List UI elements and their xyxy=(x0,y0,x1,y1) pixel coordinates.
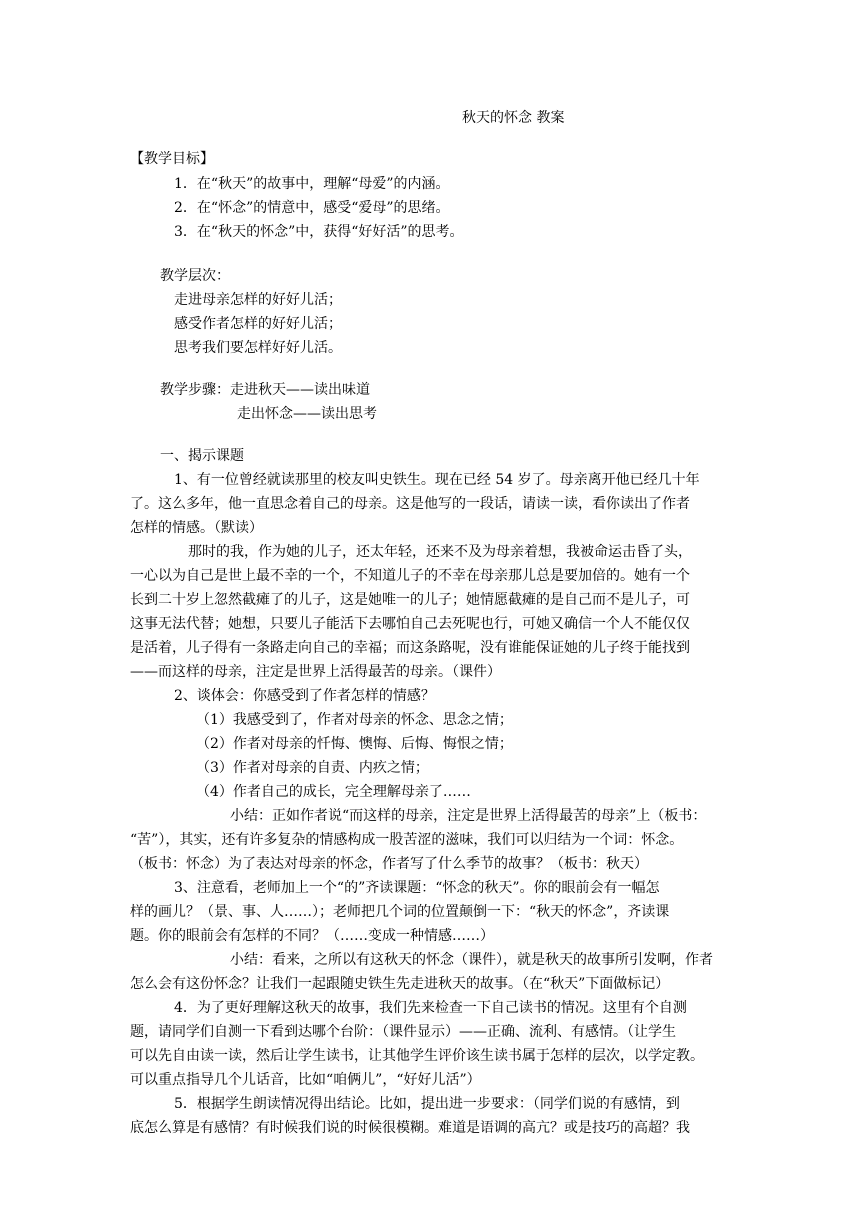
paragraph-line: 题。你的眼前会有怎样的不同？（……变成一种情感……） xyxy=(130,928,494,944)
list-item: （2）作者对母亲的忏悔、懊悔、后悔、悔恨之情； xyxy=(196,736,513,752)
paragraph-line: 2、谈体会：你感受到了作者怎样的情感？ xyxy=(174,688,435,704)
document-title: 秋天的怀念 教案 xyxy=(462,110,565,126)
quote-line: 长到二十岁上忽然截瘫了的儿子，这是她唯一的儿子；她情愿截瘫的是自己而不是儿子，可 xyxy=(130,592,690,608)
paragraph-line: 底怎么算是有感情？有时候我们说的时候很模糊。难道是语调的高亢？或是技巧的高超？我 xyxy=(130,1120,690,1136)
quote-line: 那时的我，作为她的儿子，还太年轻，还来不及为母亲着想，我被命运击昏了头， xyxy=(188,544,692,560)
paragraph-line: 怎样的情感。（默读） xyxy=(130,520,263,536)
level-item: 走进母亲怎样的好好儿活； xyxy=(174,292,342,308)
paragraph-line: 4．为了更好理解这秋天的故事，我们先来检查一下自己读书的情况。这里有个自测 xyxy=(174,1000,687,1016)
section-heading-objectives: 【教学目标】 xyxy=(130,151,214,167)
summary-line: （板书：怀念）为了表达对母亲的怀念，作者写了什么季节的故事？（板书：秋天） xyxy=(130,856,648,872)
paragraph-line: 可以重点指导几个儿话音，比如“咱俩儿”，“好好儿活”） xyxy=(130,1072,481,1088)
summary-line: 怎么会有这份怀念？让我们一起跟随史铁生先走进秋天的故事。（在“秋天”下面做标记） xyxy=(130,976,670,992)
section-heading-steps: 教学步骤：走进秋天——读出味道 xyxy=(160,382,370,398)
paragraph-line: 样的画儿？（景、事、人……）；老师把几个词的位置颠倒一下：“秋天的怀念”，齐读课 xyxy=(130,904,670,920)
level-item: 感受作者怎样的好好儿活； xyxy=(174,316,342,332)
summary-line: 小结：正如作者说“而这样的母亲，注定是世界上活得最苦的母亲”上（板书： xyxy=(230,808,707,824)
level-item: 思考我们要怎样好好儿活。 xyxy=(174,340,342,356)
list-item: （4）作者自己的成长，完全理解母亲了…… xyxy=(196,784,471,800)
paragraph-line: 3、注意看，老师加上一个“的”齐读课题：“怀念的秋天”。你的眼前会有一幅怎 xyxy=(174,880,660,896)
quote-line: 一心以为自己是世上最不幸的一个，不知道儿子的不幸在母亲那儿总是要加倍的。她有一个 xyxy=(130,568,690,584)
quote-line: 这事无法代替；她想，只要儿子能活下去哪怕自己去死呢也行，可她又确信一个人不能仅仅 xyxy=(130,616,690,632)
summary-line: 小结：看来，之所以有这秋天的怀念（课件），就是秋天的故事所引发啊，作者 xyxy=(230,952,713,968)
paragraph-line: 可以先自由读一读，然后让学生读书，让其他学生评价该生读书属于怎样的层次，以学定教。 xyxy=(130,1048,704,1064)
paragraph-line: 题，请同学们自测一下看到达哪个台阶：（课件显示）——正确、流利、有感情。（让学生 xyxy=(130,1024,676,1040)
summary-line: “苦”），其实，还有许多复杂的情感构成一股苦涩的滋味，我们可以归结为一个词：怀念。 xyxy=(130,832,684,848)
list-item: （1）我感受到了，作者对母亲的怀念、思念之情； xyxy=(196,712,513,728)
section-heading-intro: 一、揭示课题 xyxy=(160,448,244,464)
objective-item: 3．在“秋天的怀念”中，获得“好好活”的思考。 xyxy=(174,224,464,240)
paragraph-line: 了。这么多年，他一直思念着自己的母亲。这是他写的一段话，请读一读，看你读出了作者 xyxy=(130,496,690,512)
paragraph-line: 5．根据学生朗读情况得出结论。比如，提出进一步要求：（同学们说的有感情，到 xyxy=(174,1096,680,1112)
quote-line: 是活着，儿子得有一条路走向自己的幸福；而这条路呢，没有谁能保证她的儿子终于能找到 xyxy=(130,640,690,656)
objective-item: 1．在“秋天”的故事中，理解“母爱”的内涵。 xyxy=(174,176,450,192)
list-item: （3）作者对母亲的自责、内疚之情； xyxy=(196,760,429,776)
section-heading-levels: 教学层次： xyxy=(160,268,230,284)
step-item: 走出怀念——读出思考 xyxy=(237,406,377,422)
objective-item: 2．在“怀念”的情意中，感受“爱母”的思绪。 xyxy=(174,200,450,216)
quote-line: ——而这样的母亲，注定是世界上活得最苦的母亲。（课件） xyxy=(130,664,501,680)
paragraph-line: 1、有一位曾经就读那里的校友叫史铁生。现在已经 54 岁了。母亲离开他已经几十年 xyxy=(174,472,700,488)
